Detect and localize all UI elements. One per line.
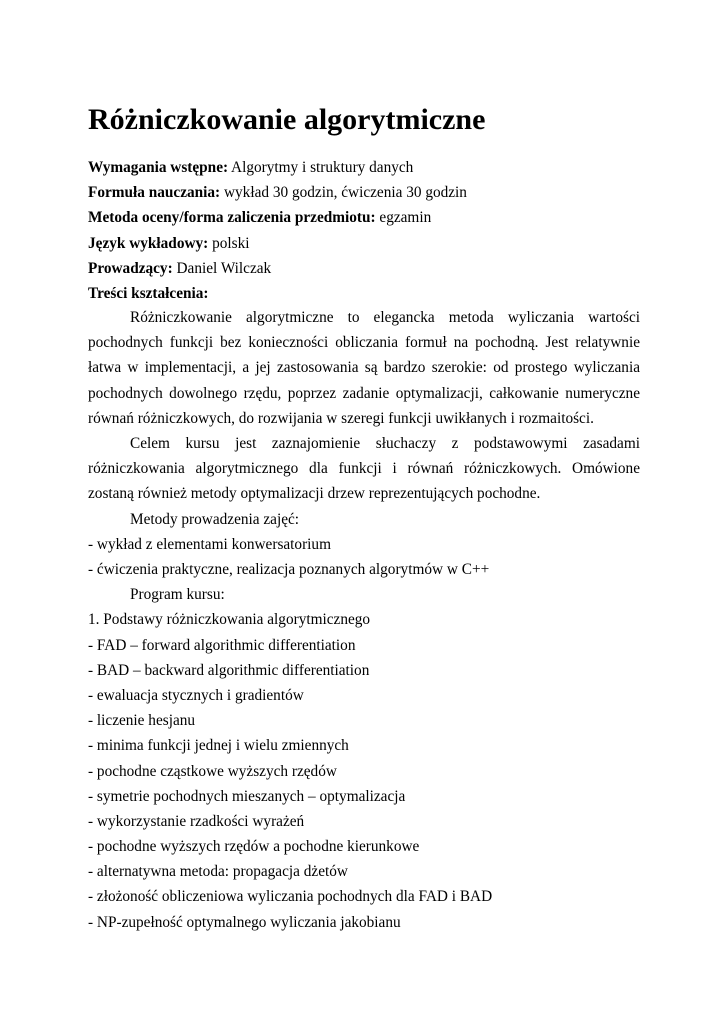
program-item: - pochodne cząstkowe wyższych rzędów: [88, 762, 337, 780]
program-item: - BAD – backward algorithmic differentiation: [88, 661, 370, 679]
assessment-line: [88, 205, 640, 230]
prerequisites-value: Algorytmy i struktury danych: [228, 159, 414, 176]
program-item: - FAD – forward algorithmic differentiation: [88, 636, 356, 654]
program-item: - liczenie hesjanu: [88, 712, 196, 730]
course-content: [88, 305, 640, 935]
prerequisites-label: Wymagania wstępne:: [88, 159, 229, 176]
description-paragraph: Różniczkowanie algorytmiczne to elegancka metoda wyliczania wartości pochodnych funkcji bez konieczności obliczania formuł na pochodną. Jest relatywnie łatwa w implementacji, a jej zastosowania są bardzo szerokie: od prostego wyliczania pochodnych dowolnego rzędu, poprzez zadanie optymalizacji, całkowanie numeryczne równań różniczkowych, do rozwijania w szeregi funkcji uwikłanych i rozmaitości.: [88, 309, 640, 427]
assessment-label: Metoda oceny/forma zaliczenia przedmiotu:: [88, 209, 376, 227]
program-item: - alternatywna metoda: propagacja dżetów: [88, 863, 348, 881]
program-item: - złożoność obliczeniowa wyliczania pochodnych dla FAD i BAD: [88, 888, 493, 906]
teaching-form-value: wykład 30 godzin, ćwiczenia 30 godzin: [220, 184, 467, 202]
method-item: - ćwiczenia praktyczne, realizacja poznanych algorytmów w C++: [88, 561, 490, 578]
program-item: - pochodne wyższych rzędów a pochodne kierunkowe: [88, 838, 420, 856]
document-title: Różniczkowanie algorytmiczne: [88, 103, 486, 136]
lecturer-value: Daniel Wilczak: [172, 259, 272, 277]
program-item: - wykorzystanie rzadkości wyrażeń: [88, 812, 305, 830]
method-item: - wykład z elementami konwersatorium: [88, 535, 331, 553]
teaching-form-label: Formuła nauczania:: [88, 184, 221, 202]
prerequisites-line: [88, 155, 640, 180]
language-label: Język wykładowy:: [88, 234, 209, 252]
lecturer-line: [88, 256, 640, 281]
methods-heading: Metody prowadzenia zajęć:: [130, 510, 300, 528]
course-info: [88, 155, 640, 306]
lecturer-label: Prowadzący:: [88, 259, 173, 277]
language-value: polski: [208, 234, 250, 252]
assessment-value: egzamin: [375, 209, 432, 227]
program-item: - symetrie pochodnych mieszanych – optymalizacja: [88, 787, 406, 805]
content-heading-label: Treści kształcenia:: [88, 284, 209, 302]
program-item: - ewaluacja stycznych i gradientów: [88, 686, 304, 704]
program-heading: Program kursu:: [130, 586, 225, 604]
program-item: - NP-zupełność optymalnego wyliczania jakobianu: [88, 913, 401, 931]
content-heading-line: [88, 281, 640, 306]
program-item: - minima funkcji jednej i wielu zmiennych: [88, 737, 349, 755]
program-item: 1. Podstawy różniczkowania algorytmicznego: [88, 611, 371, 629]
teaching-form-line: [88, 180, 640, 205]
language-line: [88, 231, 640, 256]
goal-paragraph: Celem kursu jest zaznajomienie słuchaczy z podstawowymi zasadami różniczkowania algorytmicznego dla funkcji i równań różniczkowych. Omówione zostaną również metody optymalizacji drzew reprezentujących pochodne.: [88, 435, 640, 503]
